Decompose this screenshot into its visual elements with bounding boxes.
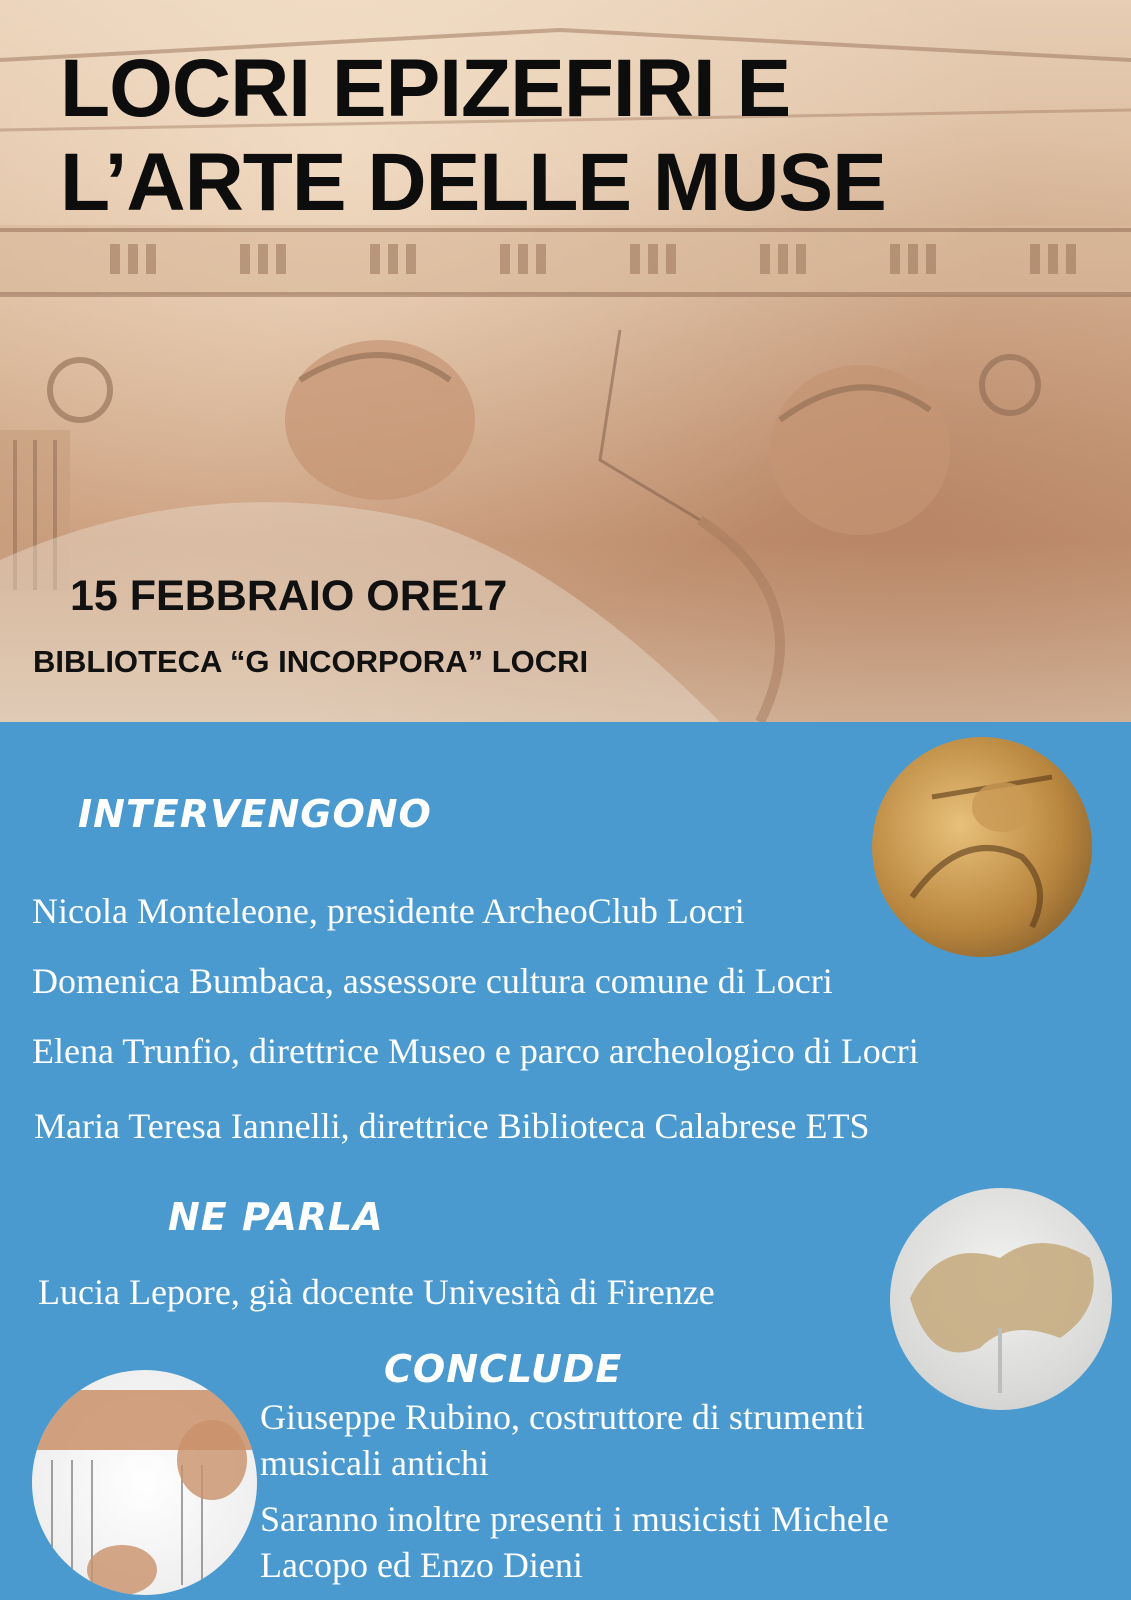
event-venue: BIBLIOTECA “G INCORPORA” LOCRI xyxy=(33,644,589,679)
title-line-1: LOCRI EPIZEFIRI E xyxy=(60,43,791,134)
event-title xyxy=(60,42,886,230)
flute-player-relief-image xyxy=(872,737,1092,957)
ne-parla-heading: NE PARLA xyxy=(168,1195,384,1239)
speaker-line: Maria Teresa Iannelli, direttrice Biblioteca Calabrese ETS xyxy=(34,1106,870,1146)
speaker-line: Elena Trunfio, direttrice Museo e parco archeologico di Locri xyxy=(32,1031,919,1071)
speaker-line: Nicola Monteleone, presidente ArcheoClub Locri xyxy=(32,891,745,931)
relief-drawing-image xyxy=(32,1370,257,1595)
title-line-2: L’ARTE DELLE MUSE xyxy=(60,137,886,228)
conclude-line: Saranno inoltre presenti i musicisti Michele xyxy=(260,1499,889,1539)
intervengono-heading: INTERVENGONO xyxy=(78,792,432,836)
speaker-line: Lucia Lepore, già docente Univesità di Firenze xyxy=(38,1272,715,1312)
event-date: 15 FEBBRAIO ORE17 xyxy=(70,572,508,620)
conclude-line: Lacopo ed Enzo Dieni xyxy=(260,1545,583,1585)
conclude-heading: CONCLUDE xyxy=(384,1347,623,1391)
speaker-line: Domenica Bumbaca, assessore cultura comune di Locri xyxy=(32,961,833,1001)
conclude-line: musicali antichi xyxy=(260,1443,489,1483)
conclude-line: Giuseppe Rubino, costruttore di strumenti xyxy=(260,1397,865,1437)
hero-relief-image xyxy=(0,0,1131,722)
fragment-sculpture-image xyxy=(890,1188,1112,1410)
